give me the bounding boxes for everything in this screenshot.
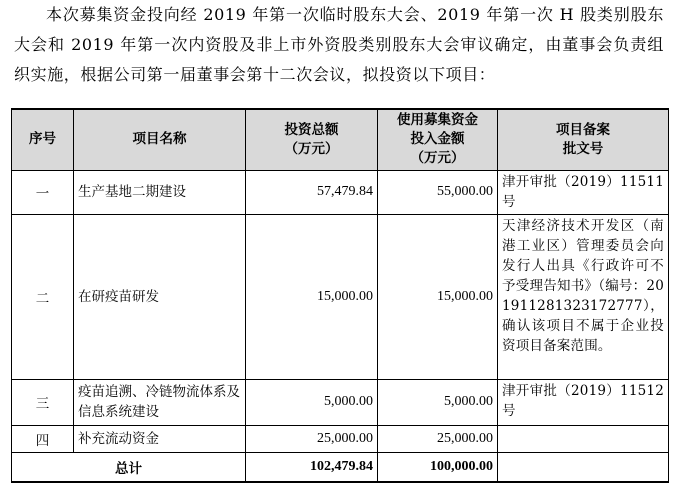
- row-raised-funds: 55,000.00: [378, 170, 498, 214]
- total-label: 总计: [12, 452, 246, 482]
- header-total-investment-label: 投资总额: [284, 121, 339, 138]
- header-approval-line2: 批文号: [562, 140, 604, 157]
- total-approval-empty: [498, 452, 669, 482]
- header-raised-funds-unit: （万元）: [410, 150, 465, 167]
- header-serial-no: 序号: [12, 109, 74, 170]
- investment-projects-table: [11, 108, 669, 483]
- row-approval-no: [498, 425, 669, 452]
- row-project-name: 补充流动资金: [74, 425, 246, 452]
- row-total-investment: 15,000.00: [246, 214, 378, 379]
- total-raised-funds: 100,000.00: [378, 452, 498, 482]
- table-row: [12, 214, 669, 379]
- row-serial-no: 三: [12, 379, 74, 425]
- header-total-investment-unit: （万元）: [284, 140, 339, 157]
- row-serial-no: 二: [12, 214, 74, 379]
- header-approval-line1: 项目备案: [556, 121, 610, 138]
- row-total-investment: 5,000.00: [246, 379, 378, 425]
- row-raised-funds: 15,000.00: [378, 214, 498, 379]
- row-project-name: 生产基地二期建设: [74, 170, 246, 214]
- row-project-name: 疫苗追溯、冷链物流体系及信息系统建设: [74, 379, 246, 425]
- intro-paragraph: 本次募集资金投向经 2019 年第一次临时股东大会、2019 年第一次 H 股类别股东大会和 2019 年第一次内资股及非上市外资股类别股东大会审议确定，由董事会负责组织实施，根据公司第一届董事会第十二次会议，拟投资以下项目：: [14, 5, 664, 84]
- row-approval-no: 津开审批（2019）11511号: [498, 170, 669, 214]
- header-raised-funds: [378, 109, 498, 170]
- table-header-row: [12, 109, 669, 170]
- header-raised-funds-line1: 使用募集资金: [397, 112, 478, 129]
- intro-paragraph-block: [14, 0, 664, 90]
- total-row: [12, 452, 669, 482]
- table-row: [12, 425, 669, 452]
- table-row: [12, 379, 669, 425]
- row-total-investment: 25,000.00: [246, 425, 378, 452]
- total-investment: 102,479.84: [246, 452, 378, 482]
- row-total-investment: 57,479.84: [246, 170, 378, 214]
- row-serial-no: 一: [12, 170, 74, 214]
- row-approval-no: 津开审批（2019）11512号: [498, 379, 669, 425]
- row-approval-no: 天津经济技术开发区（南港工业区）管理委员会向发行人出具《行政许可不予受理告知书》（编号：2019112813231727​77），确认该项目不属于企业投资项目备案范围。: [498, 214, 669, 379]
- header-total-investment: [246, 109, 378, 170]
- header-approval-no: [498, 109, 669, 170]
- header-raised-funds-line2: 投入金额: [410, 131, 465, 148]
- row-serial-no: 四: [12, 425, 74, 452]
- header-project-name: 项目名称: [74, 109, 246, 170]
- row-raised-funds: 25,000.00: [378, 425, 498, 452]
- row-project-name: 在研疫苗研发: [74, 214, 246, 379]
- table-row: [12, 170, 669, 214]
- row-raised-funds: 5,000.00: [378, 379, 498, 425]
